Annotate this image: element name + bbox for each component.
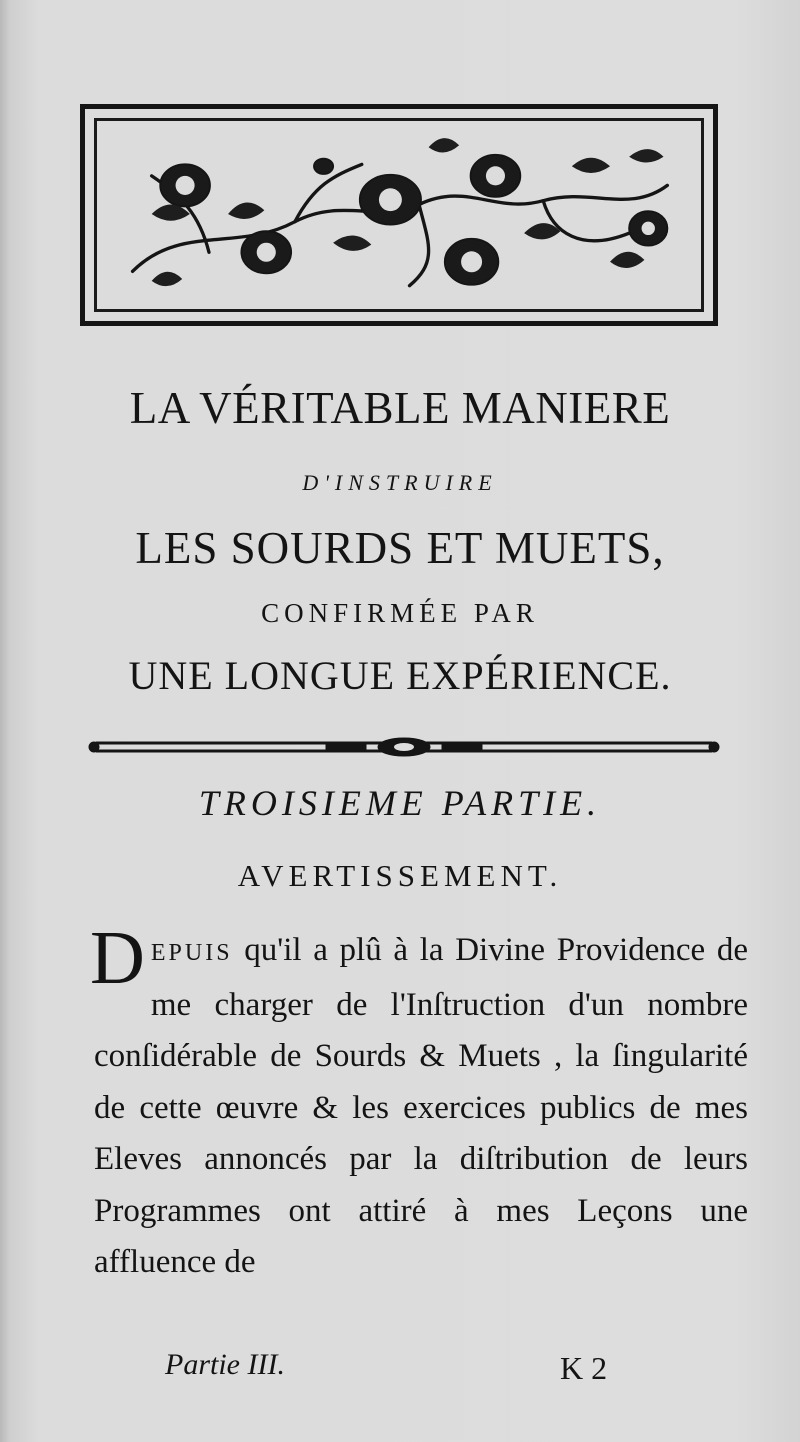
floral-headpiece <box>80 104 718 326</box>
section-heading: AVERTISSEMENT. <box>237 858 563 893</box>
floral-vine-woodcut-icon <box>85 109 713 321</box>
paragraph-text: qu'il a plû à la Divine Providence de me charger de l'Inſtruction d'un nombre conſidérable de Sourds & Muets , la ſingularité de cette œuvre & les exercices publics de mes Eleves annoncés par la diſtribution de leurs Programmes ont attiré à mes Leçons une affluence de <box>94 932 748 1280</box>
first-word-small-caps: EPUIS <box>150 940 233 966</box>
part-heading: TROISIEME PARTIE. <box>198 783 602 823</box>
signature-label: Partie III. <box>165 1348 285 1381</box>
title-line-2: D'INSTRUIRE <box>302 470 498 495</box>
drop-cap: D <box>90 916 145 1000</box>
title-line-4: CONFIRMÉE PAR <box>261 598 539 628</box>
title-line-1: LA VÉRITABLE MANIERE <box>129 383 671 433</box>
signature-mark: K 2 <box>560 1350 608 1386</box>
ornamental-rule <box>88 736 720 758</box>
body-paragraph <box>90 916 748 1289</box>
title-line-3: LES SOURDS ET MUETS, <box>135 523 665 573</box>
title-line-5: UNE LONGUE EXPÉRIENCE. <box>128 653 672 698</box>
